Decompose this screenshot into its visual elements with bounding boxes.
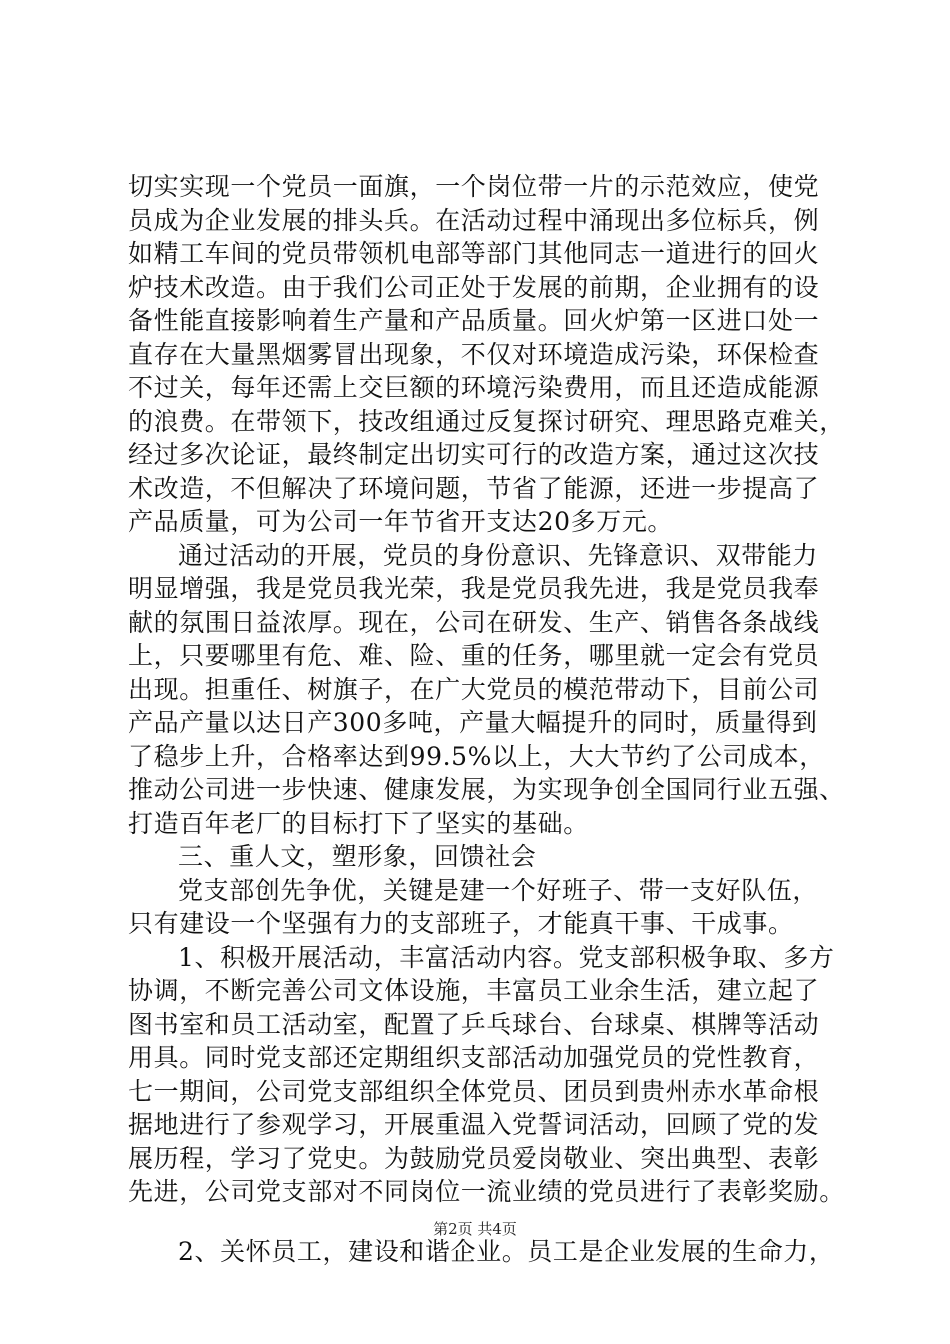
text-line: 了稳步上升，合格率达到99.5%以上，大大节约了公司成本，	[128, 741, 825, 771]
text-line: 员成为企业发展的排头兵。在活动过程中涌现出多位标兵，例	[128, 205, 820, 235]
text-line: 先进，公司党支部对不同岗位一流业绩的党员进行了表彰奖励。	[128, 1177, 845, 1206]
text-line: 只有建设一个坚强有力的支部班子，才能真干事、干成事。	[128, 909, 794, 938]
text-line: 不过关，每年还需上交巨额的环境污染费用，而且还造成能源	[128, 373, 820, 402]
text-line: 如精工车间的党员带领机电部等部门其他同志一道进行的回火	[128, 239, 820, 268]
text-line: 上，只要哪里有危、难、险、重的任务，哪里就一定会有党员	[128, 641, 820, 670]
paragraph-start-line: 党支部创先争优，关键是建一个好班子、带一支好队伍，	[178, 875, 819, 905]
paragraph-start-line: 2、关怀员工，建设和谐企业。员工是企业发展的生命力，	[178, 1236, 835, 1266]
text-line: 献的氛围日益浓厚。现在，公司在研发、生产、销售各条战线	[128, 607, 820, 637]
text-line: 炉技术改造。由于我们公司正处于发展的前期，企业拥有的设	[128, 272, 820, 302]
text-line: 产品质量，可为公司一年节省开支达20多万元。	[128, 507, 674, 536]
text-line: 推动公司进一步快速、健康发展，为实现争创全国同行业五强、	[128, 775, 845, 804]
text-line: 切实实现一个党员一面旗，一个岗位带一片的示范效应，使党	[128, 172, 820, 201]
text-line: 经过多次论证，最终制定出切实可行的改造方案，通过这次技	[128, 440, 820, 469]
text-line: 图书室和员工活动室，配置了乒乓球台、台球桌、棋牌等活动	[128, 1009, 820, 1039]
text-line: 展历程，学习了党史。为鼓励党员爱岗敬业、突出典型、表彰	[128, 1143, 820, 1173]
text-line: 用具。同时党支部还定期组织支部活动加强党员的党性教育，	[128, 1043, 820, 1072]
text-line: 七一期间，公司党支部组织全体党员、团员到贵州赤水革命根	[128, 1076, 820, 1106]
paragraph-start-line: 通过活动的开展，党员的身份意识、先锋意识、双带能力	[178, 540, 819, 570]
document-body	[128, 170, 845, 1268]
text-line: 出现。担重任、树旗子，在广大党员的模范带动下，目前公司	[128, 674, 820, 704]
text-line: 明显增强，我是党员我光荣，我是党员我先进，我是党员我奉	[128, 574, 820, 603]
text-line: 据地进行了参观学习，开展重温入党誓词活动，回顾了党的发	[128, 1110, 820, 1139]
text-line: 的浪费。在带领下，技改组通过反复探讨研究、理思路克难关，	[128, 406, 845, 436]
section-heading: 三、重人文，塑形象，回馈社会	[178, 842, 537, 871]
text-line: 打造百年老厂的目标打下了坚实的基础。	[128, 808, 589, 838]
text-line: 产品产量以达日产300多吨，产量大幅提升的同时，质量得到	[128, 708, 818, 737]
paragraph-start-line: 1、积极开展活动，丰富活动内容。党支部积极争取、多方	[178, 942, 835, 972]
text-line: 协调，不断完善公司文体设施，丰富员工业余生活，建立起了	[128, 976, 820, 1005]
text-line: 直存在大量黑烟雾冒出现象，不仅对环境造成污染，环保检查	[128, 339, 820, 369]
page-footer: 第2页 共4页	[433, 1220, 517, 1238]
text-line: 术改造，不但解决了环境问题，节省了能源，还进一步提高了	[128, 473, 820, 503]
text-line: 备性能直接影响着生产量和产品质量。回火炉第一区进口处一	[128, 306, 820, 335]
